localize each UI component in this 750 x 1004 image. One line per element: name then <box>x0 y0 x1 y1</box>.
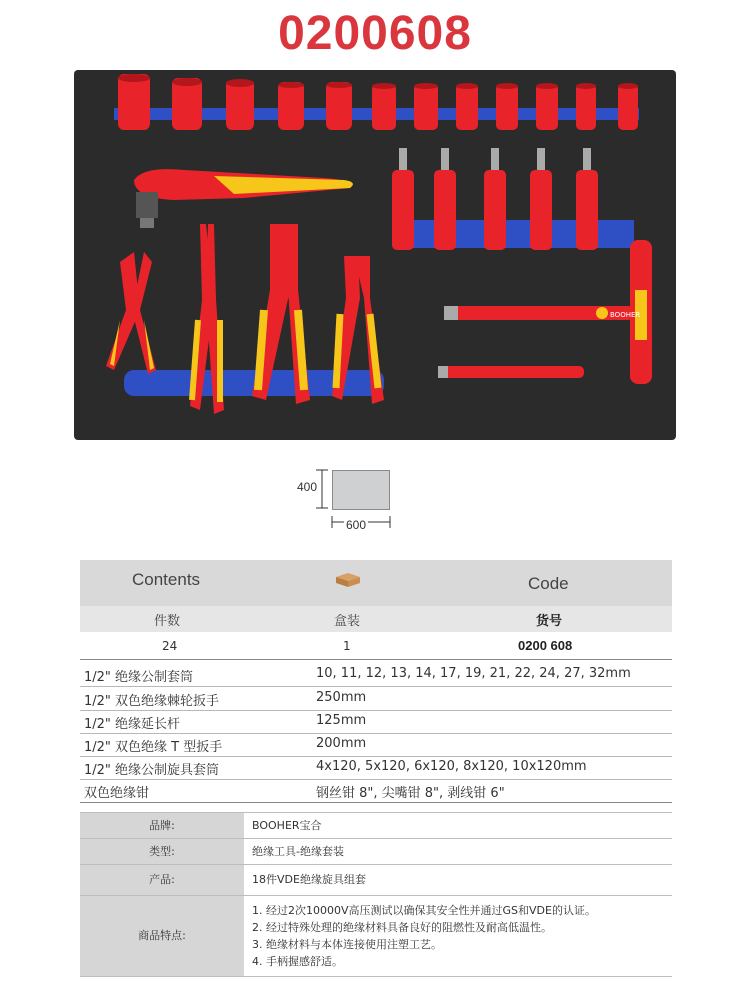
col-box-label: 盒装 <box>334 614 361 629</box>
divider <box>80 733 672 734</box>
height-label: 400 <box>297 480 318 494</box>
feature-line: 2. 经过特殊处理的绝缘材料具备良好的阻燃性及耐高低温性。 <box>252 921 552 934</box>
col-code-label: 货号 <box>536 614 563 629</box>
item-value: 125mm <box>316 713 367 728</box>
socket-row <box>118 74 638 130</box>
extension-bar <box>438 366 584 378</box>
item-label: 双色绝缘钳 <box>84 786 150 801</box>
brand-label: 品牌: <box>80 813 244 838</box>
features-label: 商品特点: <box>80 896 244 976</box>
col-quantity-label: 件数 <box>154 614 181 629</box>
item-value: 250mm <box>316 690 367 705</box>
t-bar-wrench <box>444 240 652 384</box>
item-label: 1/2" 绝缘公制旋具套筒 <box>84 763 220 778</box>
type-label: 类型: <box>80 839 244 864</box>
code-heading: Code <box>528 574 569 593</box>
feature-line: 3. 绝缘材料与本体连接使用注塑工艺。 <box>252 938 442 951</box>
divider <box>80 976 672 977</box>
product-label: 产品: <box>80 865 244 895</box>
item-label: 1/2" 绝缘公制套筒 <box>84 670 194 685</box>
product-photo-tray <box>74 70 676 440</box>
features-list <box>244 902 680 970</box>
divider <box>80 659 672 660</box>
feature-line: 1. 经过2次10000V高压测试以确保其安全性并通过GS和VDE的认证。 <box>252 904 596 917</box>
item-value: 钢丝钳 8", 尖嘴钳 8", 剥线钳 6" <box>316 786 505 801</box>
item-label: 1/2" 双色绝缘棘轮扳手 <box>84 694 220 709</box>
item-label: 1/2" 双色绝缘 T 型扳手 <box>84 740 223 755</box>
brand-value: BOOHER宝合 <box>252 819 322 832</box>
feature-line: 4. 手柄握感舒适。 <box>252 955 343 968</box>
item-value: 4x120, 5x120, 6x120, 8x120, 10x120mm <box>316 759 587 774</box>
box-value: 1 <box>343 639 351 653</box>
box-icon <box>334 572 362 588</box>
dimension-diagram <box>296 462 416 542</box>
width-label: 600 <box>346 518 367 532</box>
quantity-value: 24 <box>162 639 178 653</box>
divider <box>80 756 672 757</box>
svg-text:BOOHER: BOOHER <box>610 311 641 319</box>
item-value: 10, 11, 12, 13, 14, 17, 19, 21, 22, 24, 27, 32mm <box>316 666 631 681</box>
contents-heading: Contents <box>132 570 201 589</box>
divider <box>80 710 672 711</box>
ratchet-wrench <box>134 169 353 228</box>
product-code-title: 0200608 <box>278 7 472 60</box>
divider <box>80 686 672 687</box>
divider <box>80 779 672 780</box>
divider <box>80 802 672 803</box>
product-value: 18件VDE绝缘旋具组套 <box>252 873 366 886</box>
tray-size-box <box>332 470 390 510</box>
item-value: 200mm <box>316 736 367 751</box>
item-label: 1/2" 绝缘延长杆 <box>84 717 181 732</box>
code-value: 0200 608 <box>518 638 573 653</box>
tool-set-illustration <box>74 70 676 440</box>
type-value: 绝缘工具-绝缘套装 <box>252 845 344 858</box>
